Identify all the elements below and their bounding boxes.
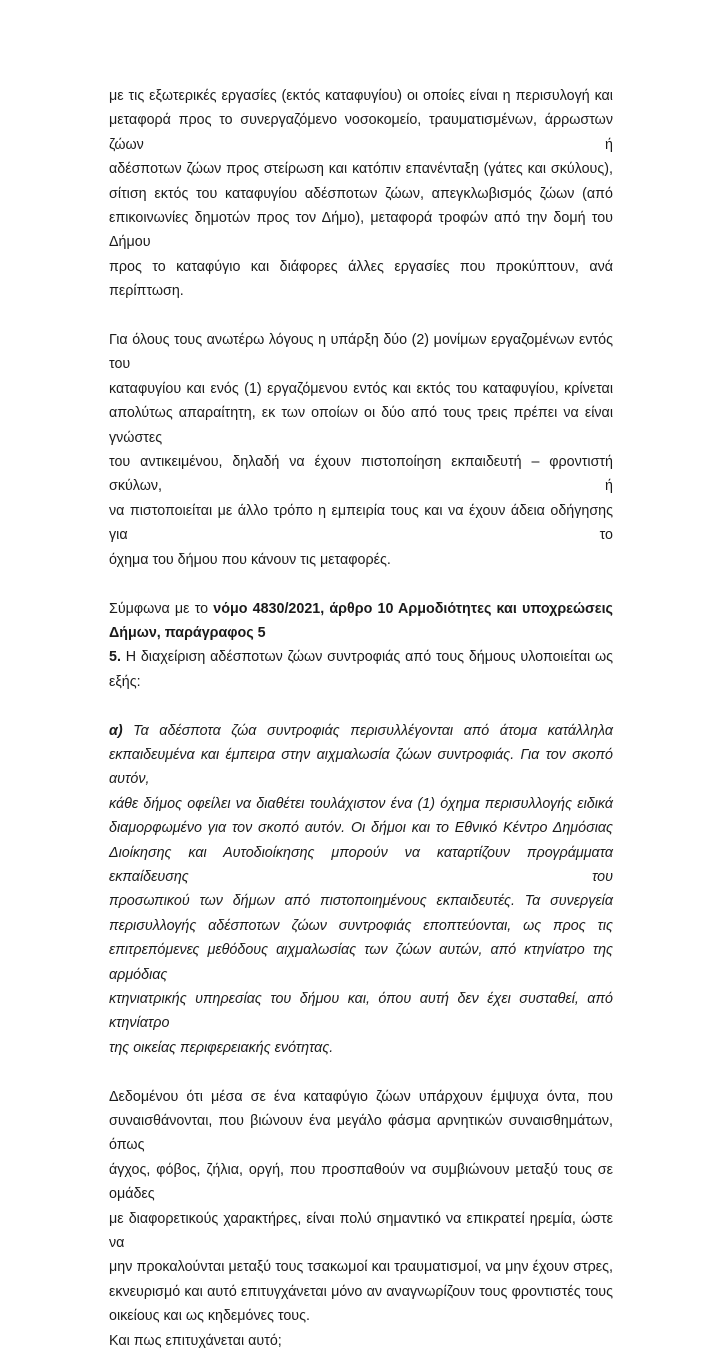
paragraph-spacer: [109, 694, 613, 718]
text-line: κάθε δήμος οφείλει να διαθέτει τουλάχιστον ένα (1) όχημα περισυλλογής ειδικά: [109, 795, 613, 812]
text-line: όχημα του δήμου που κάνουν τις μεταφορές.: [109, 551, 391, 568]
legal-reference: [109, 597, 613, 695]
quote-label: α): [109, 722, 123, 739]
law-citation-continued: Δήμων, παράγραφος 5: [109, 624, 266, 641]
text-line: κτηνιατρικής υπηρεσίας του δήμου και, όπου αυτή δεν έχει συσταθεί, από κτηνίατρο: [109, 990, 613, 1032]
text-line: οικείους και ως κηδεμόνες τους.: [109, 1308, 310, 1325]
text-line: αδέσποτων ζώων προς στείρωση και κατόπιν επανένταξη (γάτες και σκύλους),: [109, 161, 613, 178]
text-line: περισυλλογής αδέσποτων ζώων συντροφιάς εποπτεύονται, ως προς τις: [109, 917, 613, 934]
text-line: εκνευρισμό και αυτό επιτυγχάνεται μόνο αν αναγνωρίζουν τους φροντιστές τους: [109, 1283, 613, 1300]
text-line: Δεδομένου ότι μέσα σε ένα καταφύγιο ζώων υπάρχουν έμψυχα όντα, που: [109, 1088, 613, 1105]
paragraph-shelter-calm: [109, 1085, 613, 1329]
closing-question: [109, 1329, 613, 1353]
law-quote: [109, 719, 613, 1061]
quote-text: Τα αδέσποτα ζώα συντροφιάς περισυλλέγονται από άτομα κατάλληλα: [122, 722, 613, 739]
text-line: προσωπικού των δήμων από πιστοποιημένους εκπαιδευτές. Τα συνεργεία: [109, 893, 613, 910]
text-line: εκπαιδευμένα και έμπειρα στην αιχμαλωσία ζώων συντροφιάς. Για τον σκοπό αυτόν,: [109, 746, 613, 788]
text-line: Για όλους τους ανωτέρω λόγους η υπάρξη δύο (2) μονίμων εργαζομένων εντός του: [109, 332, 613, 373]
text-line: μεταφορά προς το συνεργαζόμενο νοσοκομείο, τραυματισμένων, άρρωστων ζώων ή: [109, 112, 613, 153]
law-citation: νόμο 4830/2021, άρθρο 10 Αρμοδιότητες και υποχρεώσεις: [213, 600, 613, 617]
document-page: [109, 84, 613, 1353]
text-line: άγχος, φόβος, ζήλια, οργή, που προσπαθούν να συμβιώνουν μεταξύ τους σε ομάδες: [109, 1161, 613, 1203]
text-line: επικοινωνίες δημοτών προς τον Δήμο), μεταφορά τροφών από την δομή του Δήμου: [109, 210, 613, 251]
point-number: 5.: [109, 649, 121, 666]
legal-reference-line: [109, 597, 613, 621]
text-line: διαμορφωμένο για τον σκοπό αυτόν. Οι δήμοι και το Εθνικό Κέντρο Δημόσιας: [109, 820, 613, 837]
paragraph-external-tasks: [109, 84, 613, 304]
text-line: [109, 719, 613, 743]
text-line: επιτρεπόμενες μεθόδους αιχμαλωσίας των ζώων αυτών, από κτηνίατρο της αρμόδιας: [109, 942, 613, 983]
text-line: Και πως επιτυχάνεται αυτό;: [109, 1332, 282, 1349]
point-text: Η διαχείριση αδέσποτων ζώων συντροφιάς από τους δήμους υλοποιείται ως εξής:: [109, 649, 613, 690]
paragraph-spacer: [109, 1060, 613, 1084]
text-line: απολύτως απαραίτητη, εκ των οποίων οι δύο από τους τρεις πρέπει να είναι γνώστες: [109, 405, 613, 446]
text-line: με διαφορετικούς χαρακτήρες, είναι πολύ σημαντικό να επικρατεί ηρεμία, ώστε να: [109, 1210, 613, 1252]
text-line: του αντικειμένου, δηλαδή να έχουν πιστοποίηση εκπαιδευτή – φροντιστή σκύλων, ή: [109, 454, 613, 495]
text-line: καταφυγίου και ενός (1) εργαζόμενου εντός και εκτός του καταφυγίου, κρίνεται: [109, 380, 613, 397]
text-line: Διοίκησης και Αυτοδιοίκησης μπορούν να καταρτίζουν προγράμματα εκπαίδευσης του: [109, 844, 613, 885]
text-line: με τις εξωτερικές εργασίες (εκτός καταφυγίου) οι οποίες είναι η περισυλογή και: [109, 88, 613, 104]
paragraph-staff-requirements: [109, 328, 613, 572]
legal-intro: Σύμφωνα με το: [109, 600, 214, 617]
text-line: προς το καταφύγιο και διάφορες άλλες εργασίες που προκύπτουν, ανά περίπτωση.: [109, 258, 613, 300]
text-line: να πιστοποιείται με άλλο τρόπο η εμπειρία τους και να έχουν άδεια οδήγησης για το: [109, 502, 613, 544]
text-line: σίτιση εκτός του καταφυγίου αδέσποτων ζώων, απεγκλωβισμός ζώων (από: [109, 185, 613, 202]
text-line: της οικείας περιφερειακής ενότητας.: [109, 1039, 334, 1056]
paragraph-spacer: [109, 572, 613, 596]
paragraph-point: [109, 645, 613, 694]
text-line: συναισθάνονται, που βιώνουν ένα μεγάλο φάσμα αρνητικών συναισθημάτων, όπως: [109, 1113, 613, 1154]
text-line: μην προκαλούνται μεταξύ τους τσακωμοί και τραυματισμοί, να μην έχουν στρες,: [109, 1259, 613, 1276]
paragraph-spacer: [109, 304, 613, 328]
